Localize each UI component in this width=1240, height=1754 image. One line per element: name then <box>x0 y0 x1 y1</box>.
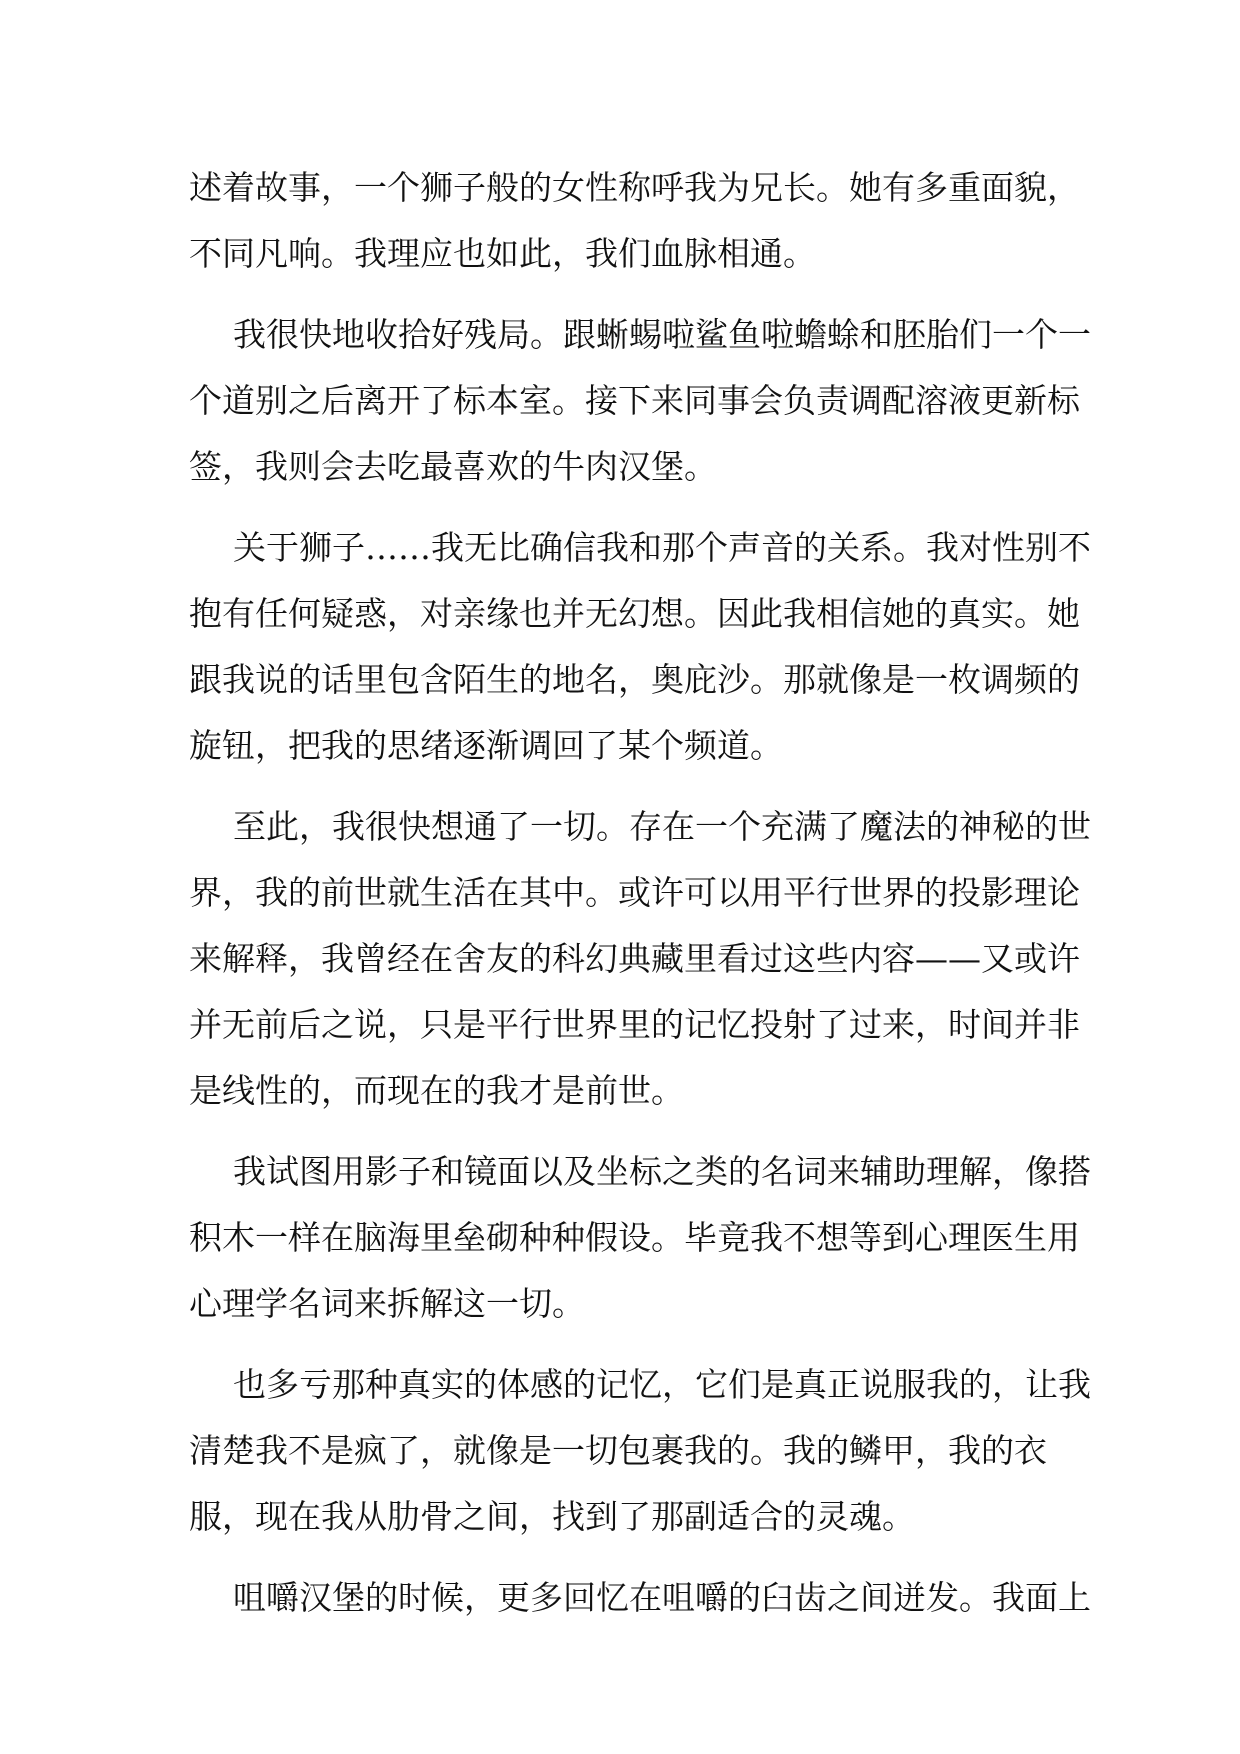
paragraph <box>189 302 1091 500</box>
text-line: 积木一样在脑海里垒砌种种假设。毕竟我不想等到心理医生用 <box>189 1218 1080 1257</box>
paragraph <box>189 515 1091 779</box>
text-line: 不同凡响。我理应也如此，我们血脉相通。 <box>189 234 816 273</box>
text-line: 清楚我不是疯了，就像是一切包裹我的。我的鳞甲，我的衣 <box>189 1431 1047 1470</box>
body-text <box>189 155 1091 1646</box>
text-line: 旋钮，把我的思绪逐渐调回了某个频道。 <box>189 726 783 765</box>
text-line: 心理学名词来拆解这一切。 <box>189 1284 585 1323</box>
paragraph <box>189 1139 1091 1337</box>
text-line: 关于狮子……我无比确信我和那个声音的关系。我对性别不 <box>233 528 1091 567</box>
text-line: 也多亏那种真实的体感的记忆，它们是真正说服我的，让我 <box>233 1365 1091 1404</box>
paragraph <box>189 1352 1091 1550</box>
text-line: 我很快地收拾好残局。跟蜥蜴啦鲨鱼啦蟾蜍和胚胎们一个一 <box>233 315 1091 354</box>
text-line: 我试图用影子和镜面以及坐标之类的名词来辅助理解，像搭 <box>233 1152 1091 1191</box>
text-line: 服，现在我从肋骨之间，找到了那副适合的灵魂。 <box>189 1497 915 1536</box>
text-line: 至此，我很快想通了一切。存在一个充满了魔法的神秘的世 <box>233 807 1091 846</box>
text-line: 咀嚼汉堡的时候，更多回忆在咀嚼的臼齿之间迸发。我面上 <box>233 1578 1091 1617</box>
text-line: 跟我说的话里包含陌生的地名，奥庇沙。那就像是一枚调频的 <box>189 660 1080 699</box>
text-line: 是线性的，而现在的我才是前世。 <box>189 1071 684 1110</box>
text-line: 个道别之后离开了标本室。接下来同事会负责调配溶液更新标 <box>189 381 1080 420</box>
paragraph <box>189 1565 1091 1631</box>
text-line: 并无前后之说，只是平行世界里的记忆投射了过来，时间并非 <box>189 1005 1080 1044</box>
text-line: 述着故事，一个狮子般的女性称呼我为兄长。她有多重面貌， <box>189 168 1080 207</box>
text-line: 来解释，我曾经在舍友的科幻典藏里看过这些内容——又或许 <box>189 939 1080 978</box>
text-line: 签，我则会去吃最喜欢的牛肉汉堡。 <box>189 447 717 486</box>
text-line: 抱有任何疑惑，对亲缘也并无幻想。因此我相信她的真实。她 <box>189 594 1080 633</box>
text-line: 界，我的前世就生活在其中。或许可以用平行世界的投影理论 <box>189 873 1080 912</box>
paragraph <box>189 794 1091 1124</box>
paragraph <box>189 155 1080 287</box>
